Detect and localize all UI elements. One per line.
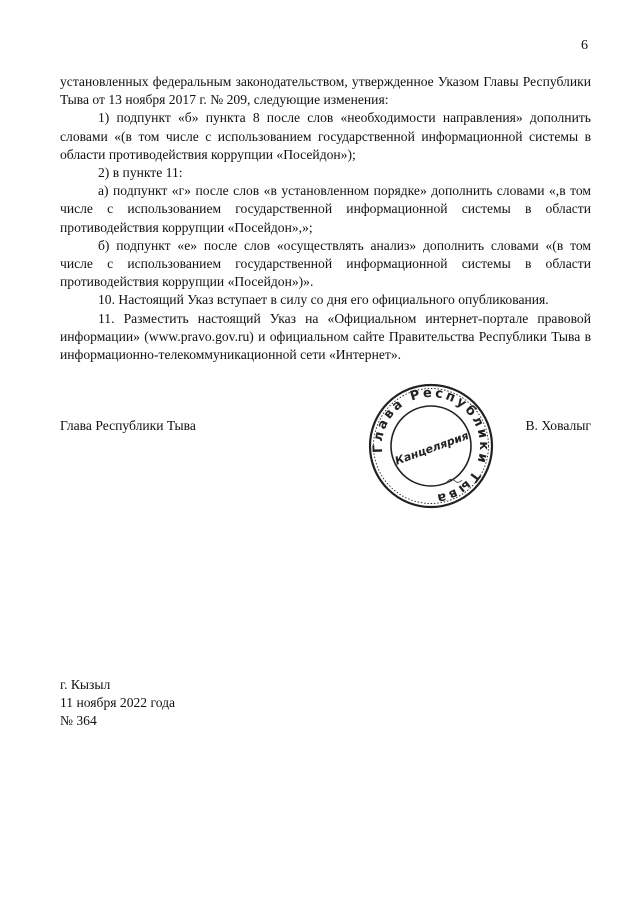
signer-name: В. Ховалыг — [525, 418, 591, 433]
stamp-ring-text: Глава Республики Тыва — [370, 385, 492, 507]
decree-date: 11 ноября 2022 года — [60, 695, 176, 710]
paragraph-item-2a: а) подпункт «г» после слов «в установленном порядке» дополнить словами «,в том числе с использованием государственной информационной системы в области противодействия коррупции «Посейдон»,»; — [60, 183, 591, 235]
place-date-block — [60, 676, 175, 730]
decree-number: № 364 — [60, 713, 97, 728]
signer-title: Глава Республики Тыва — [60, 418, 196, 433]
stamp-center-text: Канцелярия — [393, 429, 471, 468]
page-number: 6 — [581, 38, 588, 53]
paragraph-intro: установленных федеральным законодательством, утвержденное Указом Главы Республики Тыва от 13 ноября 2017 г. № 209, следующие изменения: — [60, 74, 591, 108]
city: г. Кызыл — [60, 677, 111, 692]
official-stamp — [367, 382, 495, 510]
paragraph-item-2: 2) в пункте 11: — [98, 165, 183, 181]
paragraph-item-10: 10. Настоящий Указ вступает в силу со дня его официального опубликования. — [98, 292, 549, 308]
paragraph-item-1: 1) подпункт «б» пункта 8 после слов «необходимости направления» дополнить словами «(в том числе с использованием государственной информационной системы в области противодействия коррупции «Посейдон»); — [60, 110, 591, 162]
document-body — [60, 73, 591, 364]
paragraph-item-2b: б) подпункт «е» после слов «осуществлять анализ» дополнить словами «(в том числе с использованием государственной информационной системы в области противодействия коррупции «Посейдон»)». — [60, 237, 591, 290]
paragraph-item-11: 11. Разместить настоящий Указ на «Официальном интернет-портале правовой информации» (www.pravo.gov.ru) и официальном сайте Правительства Республики Тыва в информационно-телекоммуникационной сети «Интернет». — [60, 310, 591, 363]
